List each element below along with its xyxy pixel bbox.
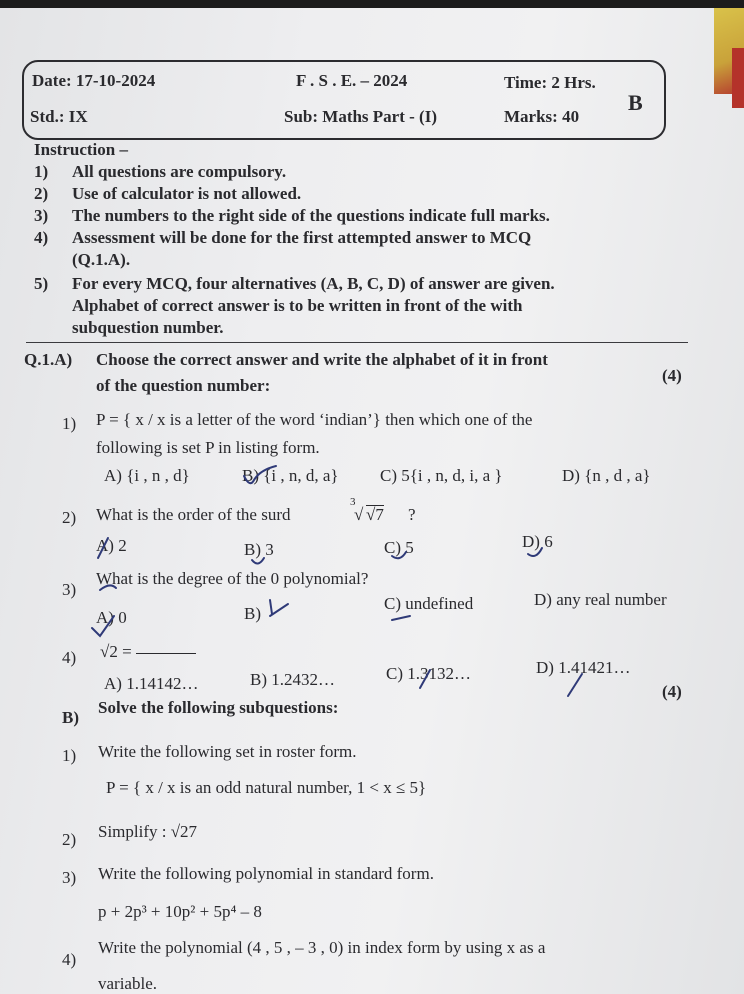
instruction-num: 4) (34, 228, 49, 247)
option-d: D) any real number (534, 590, 667, 609)
question-num: 3) (62, 868, 77, 887)
q1a-label: Q.1.A) (24, 350, 73, 369)
tick-mark (92, 616, 114, 636)
set-condition: P = { x / x is an odd natural number, 1 < x ≤ 5} (106, 778, 427, 797)
exam-subject: Sub: Maths Part - (I) (284, 107, 437, 126)
question-num: 2) (62, 830, 77, 849)
question-text: P = { x / x is a letter of the word ‘indian’} then which one of the (96, 410, 533, 429)
option-a: A) {i , n , d} (104, 466, 190, 485)
option-b: B) {i , n, d, a} (242, 466, 339, 485)
question-text: following is set P in listing form. (96, 438, 320, 457)
question-num: 4) (62, 950, 77, 969)
tick-mark (100, 585, 116, 590)
instruction-text: Assessment will be done for the first attempted answer to MCQ (72, 228, 532, 247)
question-num: 3) (62, 580, 77, 599)
option-c: C) undefined (384, 594, 474, 613)
option-b: B) 1.2432… (250, 670, 335, 689)
question-text: variable. (98, 974, 157, 993)
tick-mark (568, 674, 582, 696)
question-num: 4) (62, 648, 77, 667)
option-c: C) 5 (384, 538, 414, 557)
q1a-marks: (4) (662, 366, 682, 385)
question-mark: ? (408, 505, 416, 524)
question-text: What is the degree of the 0 polynomial? (96, 569, 369, 588)
tick-mark (528, 548, 542, 556)
instruction-text: All questions are compulsory. (72, 162, 287, 181)
option-d: D) {n , d , a} (562, 466, 651, 485)
polynomial-expression: p + 2p³ + 10p² + 5p⁴ – 8 (98, 902, 262, 921)
set-label: B (628, 90, 643, 115)
q1b-marks: (4) (662, 682, 682, 701)
pen-marks (0, 8, 744, 994)
instruction-text: Use of calculator is not allowed. (72, 184, 302, 203)
question-num: 1) (62, 746, 77, 765)
question-text: Write the following polynomial in standard form. (98, 864, 434, 883)
instruction-text: subquestion number. (72, 318, 224, 337)
option-a: A) 1.14142… (104, 674, 199, 693)
surd-radical: √ (354, 505, 364, 524)
option-a: A) 2 (96, 536, 127, 555)
instruction-text: (Q.1.A). (72, 250, 131, 269)
option-d: D) 6 (522, 532, 553, 551)
tick-mark (392, 552, 406, 558)
answer-stroke (270, 600, 288, 616)
question-text: Simplify : √27 (98, 822, 198, 841)
exam-time: Time: 2 Hrs. (504, 73, 596, 92)
option-c: C) 1.3132… (386, 664, 471, 683)
tick-mark (420, 670, 430, 688)
surd-radicand: √7 (366, 505, 384, 524)
instructions-title: Instruction – (34, 140, 128, 159)
q1a-instruction: of the question number: (96, 376, 271, 395)
question-num: 1) (62, 414, 77, 433)
tick-mark (392, 616, 410, 620)
tick-mark (98, 538, 108, 558)
question-text: Write the polynomial (4 , 5 , – 3 , 0) in index form by using x as a (98, 938, 546, 957)
q1b-title: Solve the following subquestions: (98, 698, 339, 717)
root-two-expression: √2 = (100, 642, 132, 661)
instruction-text: The numbers to the right side of the questions indicate full marks. (72, 206, 550, 225)
exam-marks: Marks: 40 (504, 107, 580, 126)
exam-date: Date: 17-10-2024 (32, 71, 156, 90)
option-b: B) 3 (244, 540, 274, 559)
q1b-label: B) (62, 708, 79, 727)
instruction-text: Alphabet of correct answer is to be written in front of the with (72, 296, 523, 315)
instruction-num: 3) (34, 206, 49, 225)
surd-index: 3 (350, 496, 356, 508)
instruction-text: For every MCQ, four alternatives (A, B, C, D) of answer are given. (72, 274, 555, 293)
exam-paper (0, 8, 744, 994)
instruction-num: 1) (34, 162, 49, 181)
option-c: C) 5{i , n, d, i, a } (380, 466, 503, 485)
option-b: B) (244, 604, 261, 623)
exam-name: F . S . E. – 2024 (296, 71, 408, 90)
question-text: Write the following set in roster form. (98, 742, 357, 761)
tick-mark (252, 558, 264, 564)
tick-mark (244, 466, 276, 483)
exam-standard: Std.: IX (30, 107, 88, 126)
question-num: 2) (62, 508, 77, 527)
q1a-instruction: Choose the correct answer and write the alphabet of it in front (96, 350, 548, 369)
question-text-start: What is the order of the surd (96, 505, 291, 524)
instruction-num: 5) (34, 274, 49, 293)
instruction-num: 2) (34, 184, 49, 203)
option-d: D) 1.41421… (536, 658, 631, 677)
option-a: A) 0 (96, 608, 127, 627)
